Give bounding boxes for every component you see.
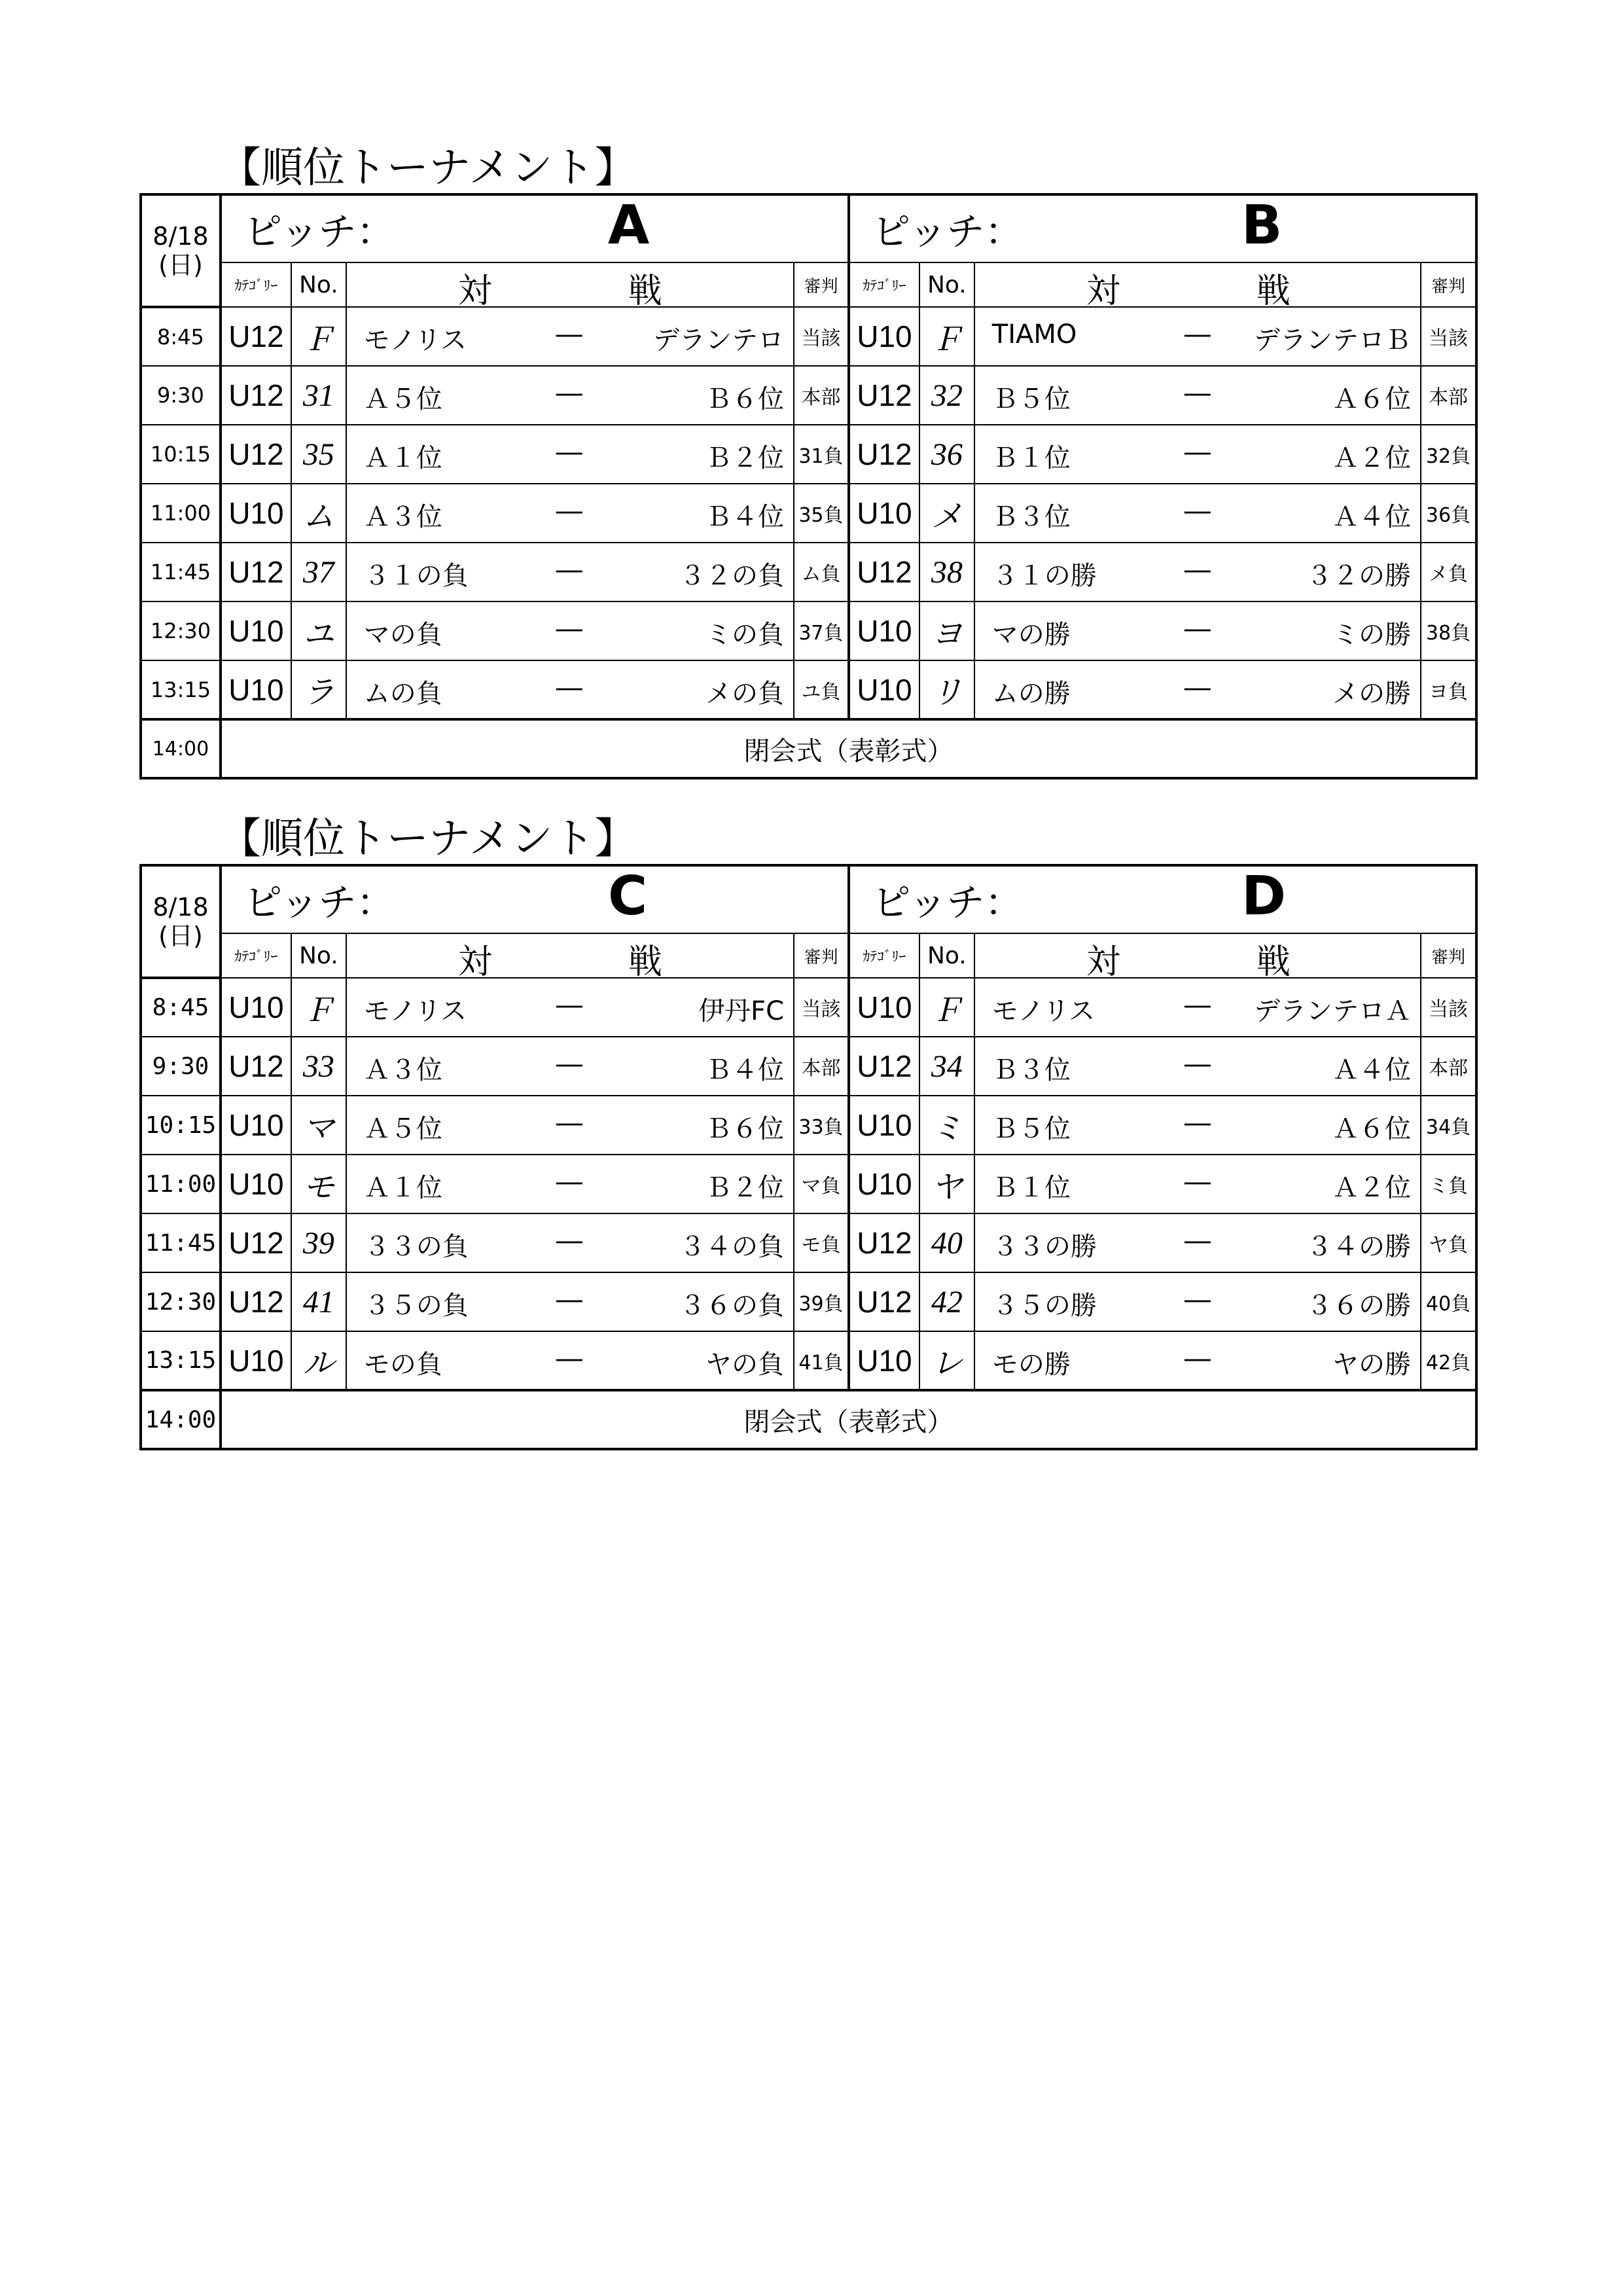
referee: ユ負 (794, 660, 849, 719)
referee: 34負 (1421, 1096, 1476, 1155)
referee: 当該 (1421, 978, 1476, 1037)
match-row (141, 1037, 1476, 1096)
away-team: Ａ６位 (1332, 384, 1411, 414)
away-team: Ｂ４位 (705, 502, 784, 532)
home-team: Ａ５位 (363, 384, 442, 414)
matchup (346, 1213, 794, 1272)
referee: ム負 (794, 543, 849, 601)
column-match (974, 262, 1421, 307)
home-team: ムの勝 (991, 679, 1071, 709)
away-team: メの負 (705, 679, 784, 709)
home-team: モの勝 (991, 1350, 1071, 1380)
category: U12 (221, 1272, 291, 1331)
match-no: ユ (291, 601, 346, 660)
away-team: Ａ４位 (1332, 1055, 1411, 1085)
referee: 31負 (794, 425, 849, 484)
pitch-letter: B (1241, 194, 1283, 257)
home-team: Ａ５位 (363, 1114, 442, 1144)
matchup (346, 1272, 794, 1331)
referee: マ負 (794, 1155, 849, 1213)
match-no: 42 (919, 1272, 974, 1331)
matchup (346, 660, 794, 719)
category: U10 (849, 307, 919, 366)
kickoff-time: 11:45 (141, 1213, 221, 1272)
kickoff-time: 11:45 (141, 543, 221, 601)
referee: 本部 (794, 366, 849, 425)
home-team: ３３の勝 (991, 1232, 1097, 1262)
match-no: メ (919, 484, 974, 543)
match-no: ヤ (919, 1155, 974, 1213)
referee: 41負 (794, 1331, 849, 1390)
pitch-label: ピッチ： (243, 209, 395, 254)
versus-dash: ― (556, 437, 582, 467)
home-team: ３１の勝 (991, 561, 1097, 591)
versus-dash: ― (1184, 1285, 1211, 1315)
away-team: ミの勝 (1332, 620, 1411, 650)
category: U12 (221, 307, 291, 366)
referee: モ負 (794, 1213, 849, 1272)
column-match (346, 262, 794, 307)
date-cell (141, 865, 221, 978)
referee: 42負 (1421, 1331, 1476, 1390)
kickoff-time: 8:45 (141, 307, 221, 366)
column-referee: 審判 (794, 933, 849, 978)
home-team: モノリス (363, 325, 467, 355)
versus-dash: ― (1184, 555, 1211, 585)
closing-time: 14:00 (141, 719, 221, 778)
versus-dash: ― (556, 1049, 582, 1079)
category: U10 (221, 601, 291, 660)
date: 8/18 (152, 893, 209, 922)
match-no: 31 (291, 366, 346, 425)
pitch-letter: D (1241, 865, 1287, 927)
home-team: Ａ３位 (363, 502, 442, 532)
away-team: Ａ２位 (1332, 443, 1411, 473)
date-cell (141, 194, 221, 307)
column-referee: 審判 (1421, 933, 1476, 978)
column-category: ｶﾃｺﾞﾘｰ (221, 933, 291, 978)
referee: ヨ負 (1421, 660, 1476, 719)
category: U12 (221, 366, 291, 425)
column-match-right: 戦 (628, 272, 662, 307)
day-of-week: (日) (158, 922, 203, 950)
kickoff-time: 12:30 (141, 1272, 221, 1331)
versus-dash: ― (1184, 1167, 1211, 1197)
away-team: Ａ６位 (1332, 1114, 1411, 1144)
category: U12 (221, 425, 291, 484)
column-match (974, 933, 1421, 978)
column-referee: 審判 (1421, 262, 1476, 307)
category: U10 (849, 484, 919, 543)
pitch-letter: A (607, 194, 650, 257)
match-no: ム (291, 484, 346, 543)
kickoff-time: 13:15 (141, 1331, 221, 1390)
match-no: ミ (919, 1096, 974, 1155)
match-no: 40 (919, 1213, 974, 1272)
category: U12 (221, 1037, 291, 1096)
category: U12 (849, 425, 919, 484)
referee: 39負 (794, 1272, 849, 1331)
kickoff-time: 13:15 (141, 660, 221, 719)
match-row (141, 1272, 1476, 1331)
matchup (346, 978, 794, 1037)
referee: 33負 (794, 1096, 849, 1155)
category: U10 (221, 1331, 291, 1390)
column-match (346, 933, 794, 978)
matchup (974, 1331, 1421, 1390)
matchup (346, 1155, 794, 1213)
matchup (974, 543, 1421, 601)
versus-dash: ― (1184, 1226, 1211, 1256)
match-no: 32 (919, 366, 974, 425)
away-team: ３４の負 (679, 1232, 784, 1262)
versus-dash: ― (1184, 1344, 1211, 1374)
referee: 本部 (794, 1037, 849, 1096)
schedule-table (139, 144, 1478, 780)
match-no: Ｆ (919, 307, 974, 366)
category: U10 (849, 660, 919, 719)
referee: ヤ負 (1421, 1213, 1476, 1272)
versus-dash: ― (556, 1108, 582, 1138)
versus-dash: ― (1184, 1108, 1211, 1138)
match-no: リ (919, 660, 974, 719)
matchup (346, 484, 794, 543)
versus-dash: ― (556, 319, 582, 350)
home-team: Ｂ３位 (991, 1055, 1071, 1085)
versus-dash: ― (556, 1167, 582, 1197)
category: U12 (849, 1213, 919, 1272)
match-no: Ｆ (291, 978, 346, 1037)
versus-dash: ― (556, 1226, 582, 1256)
home-team: Ｂ１位 (991, 443, 1071, 473)
category: U12 (849, 1272, 919, 1331)
match-no: 33 (291, 1037, 346, 1096)
away-team: メの勝 (1332, 679, 1411, 709)
away-team: ３６の負 (679, 1291, 784, 1321)
home-team: Ｂ５位 (991, 1114, 1071, 1144)
versus-dash: ― (556, 673, 582, 703)
away-team: ３２の負 (679, 561, 784, 591)
column-category: ｶﾃｺﾞﾘｰ (221, 262, 291, 307)
match-row (141, 425, 1476, 484)
matchup (974, 601, 1421, 660)
matchup (346, 366, 794, 425)
home-team: ３５の負 (363, 1291, 469, 1321)
closing-time: 14:00 (141, 1390, 221, 1449)
away-team: 伊丹FC (698, 996, 784, 1026)
versus-dash: ― (1184, 1049, 1211, 1079)
match-row (141, 1155, 1476, 1213)
category: U10 (221, 660, 291, 719)
matchup (974, 425, 1421, 484)
kickoff-time: 8:45 (141, 978, 221, 1037)
home-team: モノリス (363, 996, 467, 1026)
match-no: 37 (291, 543, 346, 601)
matchup (974, 1213, 1421, 1272)
match-row (141, 1213, 1476, 1272)
referee: 36負 (1421, 484, 1476, 543)
away-team: Ｂ４位 (705, 1055, 784, 1085)
closing-ceremony: 閉会式（表彰式） (221, 719, 1476, 778)
column-category: ｶﾃｺﾞﾘｰ (849, 933, 919, 978)
section-heading: 【順位トーナメント】 (219, 144, 637, 192)
versus-dash: ― (556, 1344, 582, 1374)
section-heading: 【順位トーナメント】 (219, 815, 637, 863)
kickoff-time: 10:15 (141, 1096, 221, 1155)
matchup (974, 484, 1421, 543)
category: U10 (849, 1155, 919, 1213)
match-row (141, 1096, 1476, 1155)
category: U10 (221, 1155, 291, 1213)
versus-dash: ― (1184, 990, 1211, 1020)
match-row (141, 660, 1476, 719)
day-of-week: (日) (158, 251, 203, 279)
column-no: No. (291, 933, 346, 978)
kickoff-time: 11:00 (141, 1155, 221, 1213)
column-match-right: 戦 (1256, 942, 1291, 978)
match-no: 34 (919, 1037, 974, 1096)
match-row (141, 543, 1476, 601)
home-team: Ｂ３位 (991, 502, 1071, 532)
away-team: Ｂ６位 (705, 384, 784, 414)
match-no: Ｆ (919, 978, 974, 1037)
referee: 本部 (1421, 1037, 1476, 1096)
home-team: モノリス (991, 996, 1096, 1026)
matchup (974, 1096, 1421, 1155)
away-team: デランテロＢ (1253, 325, 1411, 355)
versus-dash: ― (1184, 378, 1211, 408)
referee: メ負 (1421, 543, 1476, 601)
matchup (974, 978, 1421, 1037)
match-no: 36 (919, 425, 974, 484)
pitch-label: ピッチ： (872, 880, 1023, 925)
versus-dash: ― (556, 496, 582, 526)
referee: 38負 (1421, 601, 1476, 660)
away-team: デランテロ (652, 325, 784, 355)
versus-dash: ― (1184, 319, 1211, 350)
versus-dash: ― (1184, 614, 1211, 644)
home-team: ムの負 (363, 679, 442, 709)
column-category: ｶﾃｺﾞﾘｰ (849, 262, 919, 307)
referee: 当該 (1421, 307, 1476, 366)
pitch-label: ピッチ： (872, 209, 1023, 254)
match-no: レ (919, 1331, 974, 1390)
matchup (346, 307, 794, 366)
versus-dash: ― (556, 990, 582, 1020)
match-no: 38 (919, 543, 974, 601)
match-no: ヨ (919, 601, 974, 660)
column-match-left: 対 (1086, 942, 1120, 978)
home-team: マの勝 (991, 620, 1071, 650)
matchup (346, 425, 794, 484)
home-team: Ｂ１位 (991, 1173, 1071, 1203)
kickoff-time: 9:30 (141, 366, 221, 425)
home-team: モの負 (363, 1350, 442, 1380)
match-row (141, 307, 1476, 366)
away-team: Ｂ２位 (705, 1173, 784, 1203)
closing-ceremony: 閉会式（表彰式） (221, 1390, 1476, 1449)
column-match-right: 戦 (1256, 272, 1291, 307)
category: U10 (221, 978, 291, 1037)
matchup (346, 1096, 794, 1155)
versus-dash: ― (556, 555, 582, 585)
away-team: Ｂ２位 (705, 443, 784, 473)
away-team: ３２の勝 (1306, 561, 1411, 591)
matchup (974, 1155, 1421, 1213)
versus-dash: ― (1184, 496, 1211, 526)
home-team: Ａ１位 (363, 443, 442, 473)
versus-dash: ― (556, 378, 582, 408)
matchup (346, 601, 794, 660)
kickoff-time: 9:30 (141, 1037, 221, 1096)
home-team: Ａ１位 (363, 1173, 442, 1203)
versus-dash: ― (1184, 437, 1211, 467)
referee: ミ負 (1421, 1155, 1476, 1213)
referee: 本部 (1421, 366, 1476, 425)
home-team: ３３の負 (363, 1232, 469, 1262)
home-team: TIAMO (991, 319, 1077, 350)
away-team: Ｂ６位 (705, 1114, 784, 1144)
home-team: ３１の負 (363, 561, 469, 591)
home-team: Ａ３位 (363, 1055, 442, 1085)
category: U10 (849, 1096, 919, 1155)
category: U10 (849, 601, 919, 660)
category: U12 (221, 543, 291, 601)
category: U10 (221, 1096, 291, 1155)
column-no: No. (919, 262, 974, 307)
match-no: 35 (291, 425, 346, 484)
match-row (141, 484, 1476, 543)
match-row (141, 366, 1476, 425)
match-row (141, 1331, 1476, 1390)
matchup (974, 660, 1421, 719)
column-match-right: 戦 (628, 942, 662, 978)
kickoff-time: 11:00 (141, 484, 221, 543)
column-no: No. (291, 262, 346, 307)
column-referee: 審判 (794, 262, 849, 307)
schedule-table (139, 815, 1478, 1450)
match-row (141, 601, 1476, 660)
pitch-header-left (221, 865, 849, 933)
home-team: ３５の勝 (991, 1291, 1097, 1321)
referee: 当該 (794, 978, 849, 1037)
pitch-header-right (849, 194, 1476, 262)
kickoff-time: 10:15 (141, 425, 221, 484)
versus-dash: ― (556, 1285, 582, 1315)
versus-dash: ― (1184, 673, 1211, 703)
away-team: ３４の勝 (1306, 1232, 1411, 1262)
column-no: No. (919, 933, 974, 978)
category: U12 (849, 1037, 919, 1096)
column-match-left: 対 (457, 272, 492, 307)
matchup (346, 1331, 794, 1390)
category: U10 (849, 1331, 919, 1390)
matchup (974, 1272, 1421, 1331)
category: U12 (849, 366, 919, 425)
category: U10 (849, 978, 919, 1037)
category: U12 (849, 543, 919, 601)
match-no: ラ (291, 660, 346, 719)
referee: 37負 (794, 601, 849, 660)
away-team: デランテロＡ (1253, 996, 1411, 1026)
kickoff-time: 12:30 (141, 601, 221, 660)
referee: 当該 (794, 307, 849, 366)
pitch-label: ピッチ： (243, 880, 395, 925)
away-team: ミの負 (705, 620, 784, 650)
referee: 40負 (1421, 1272, 1476, 1331)
matchup (974, 307, 1421, 366)
match-no: ル (291, 1331, 346, 1390)
category: U12 (221, 1213, 291, 1272)
column-match-left: 対 (1086, 272, 1120, 307)
away-team: ヤの勝 (1332, 1350, 1411, 1380)
match-no: マ (291, 1096, 346, 1155)
referee: 32負 (1421, 425, 1476, 484)
category: U10 (221, 484, 291, 543)
away-team: ３６の勝 (1306, 1291, 1411, 1321)
date: 8/18 (152, 222, 209, 251)
match-no: 41 (291, 1272, 346, 1331)
matchup (346, 1037, 794, 1096)
matchup (974, 366, 1421, 425)
referee: 35負 (794, 484, 849, 543)
pitch-header-left (221, 194, 849, 262)
home-team: マの負 (363, 620, 442, 650)
home-team: Ｂ５位 (991, 384, 1071, 414)
column-match-left: 対 (457, 942, 492, 978)
match-no: Ｆ (291, 307, 346, 366)
match-no: モ (291, 1155, 346, 1213)
away-team: Ａ４位 (1332, 502, 1411, 532)
pitch-header-right (849, 865, 1476, 933)
match-no: 39 (291, 1213, 346, 1272)
matchup (346, 543, 794, 601)
pitch-letter: C (607, 865, 648, 927)
versus-dash: ― (556, 614, 582, 644)
away-team: ヤの負 (705, 1350, 784, 1380)
matchup (974, 1037, 1421, 1096)
away-team: Ａ２位 (1332, 1173, 1411, 1203)
match-row (141, 978, 1476, 1037)
